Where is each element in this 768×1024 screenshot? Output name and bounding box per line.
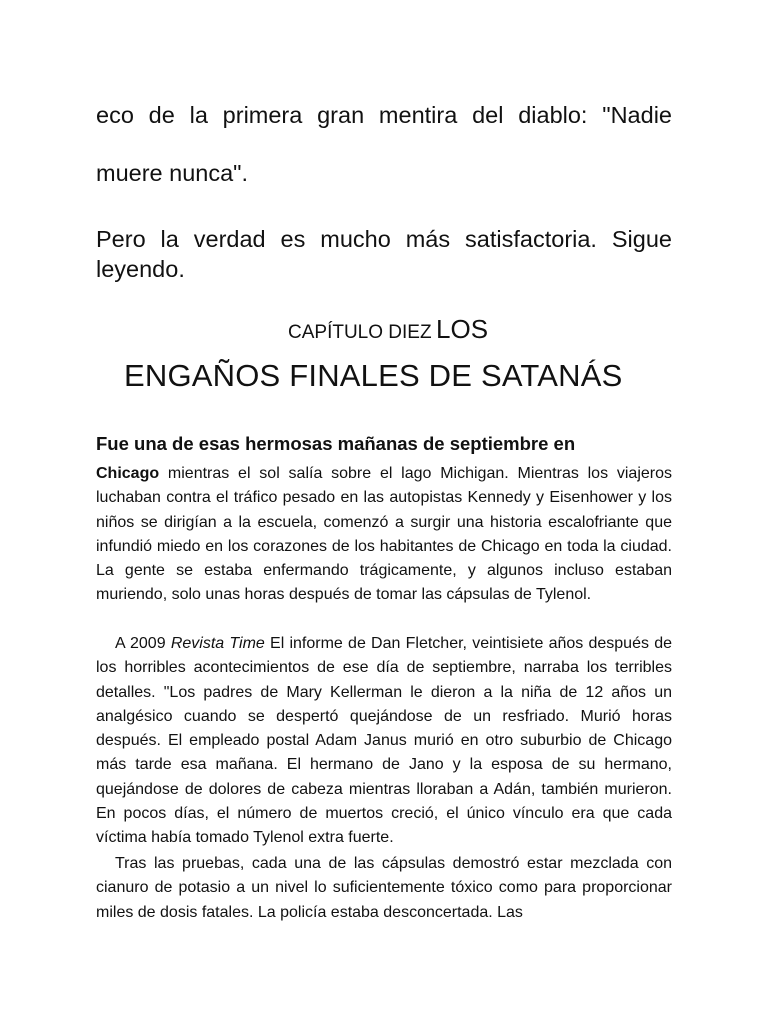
chapter-label (288, 314, 488, 345)
body-paragraph-1 (96, 462, 672, 608)
body-paragraph-2 (96, 632, 672, 851)
body-paragraph-2-pre: A 2009 (115, 635, 171, 652)
chapter-label-tail: LOS (436, 314, 489, 344)
body-paragraph-1-text: mientras el sol salía sobre el lago Michigan. Mientras los viajeros luchaban contra el tráfico pesado en las autopistas Kennedy y Eisenhower y los niños se dirigían a la escuela, comenzó a surgir una historia escalofriante que infundió miedo en los corazones de los habitantes de Chicago en toda la ciudad. La gente se estaba enfermando trágicamente, y algunos incluso estaban muriendo, solo unas horas después de tomar las cápsulas de Tylenol. (96, 465, 672, 604)
chapter-title: ENGAÑOS FINALES DE SATANÁS (124, 358, 623, 393)
chapter-number: CAPÍTULO DIEZ (288, 322, 432, 343)
section-heading: Fue una de esas hermosas mañanas de septiembre en (96, 433, 576, 454)
paragraph-1 (96, 100, 672, 188)
body-paragraph-3: Tras las pruebas, cada una de las cápsulas demostró estar mezclada con cianuro de potasio a un nivel lo suficientemente tóxico como para proporcionar miles de dosis fatales. La policía estaba desconcertada. Las (96, 855, 672, 921)
paragraph-1-line-1: eco de la primera gran mentira del diablo: "Nadie (96, 102, 672, 128)
body-paragraph-1-lead: Chicago (96, 465, 160, 482)
body-paragraph-2-italic: Revista Time (170, 635, 265, 652)
paragraph-1-line-2: muere nunca". (96, 160, 249, 186)
paragraph-2: Pero la verdad es mucho más satisfactoria. Sigue leyendo. (96, 226, 672, 282)
body-paragraph-2-text: El informe de Dan Fletcher, veintisiete años después de los horribles acontecimientos de ese día de septiembre, narraba los terribles detalles. "Los padres de Mary Kellerman le dieron a la niña de 12 años un analgésico cuando se despertó quejándose de un resfriado. Murió horas después. El empleado postal Adam Janus murió en otro suburbio de Chicago más tarde esa mañana. El hermano de Jano y la esposa de su hermano, quejándose de dolores de cabeza mientras lloraban a Adán, también murieron. En pocos días, el número de muertos creció, el único vínculo era que cada víctima había tomado Tylenol extra fuerte. (96, 635, 672, 847)
